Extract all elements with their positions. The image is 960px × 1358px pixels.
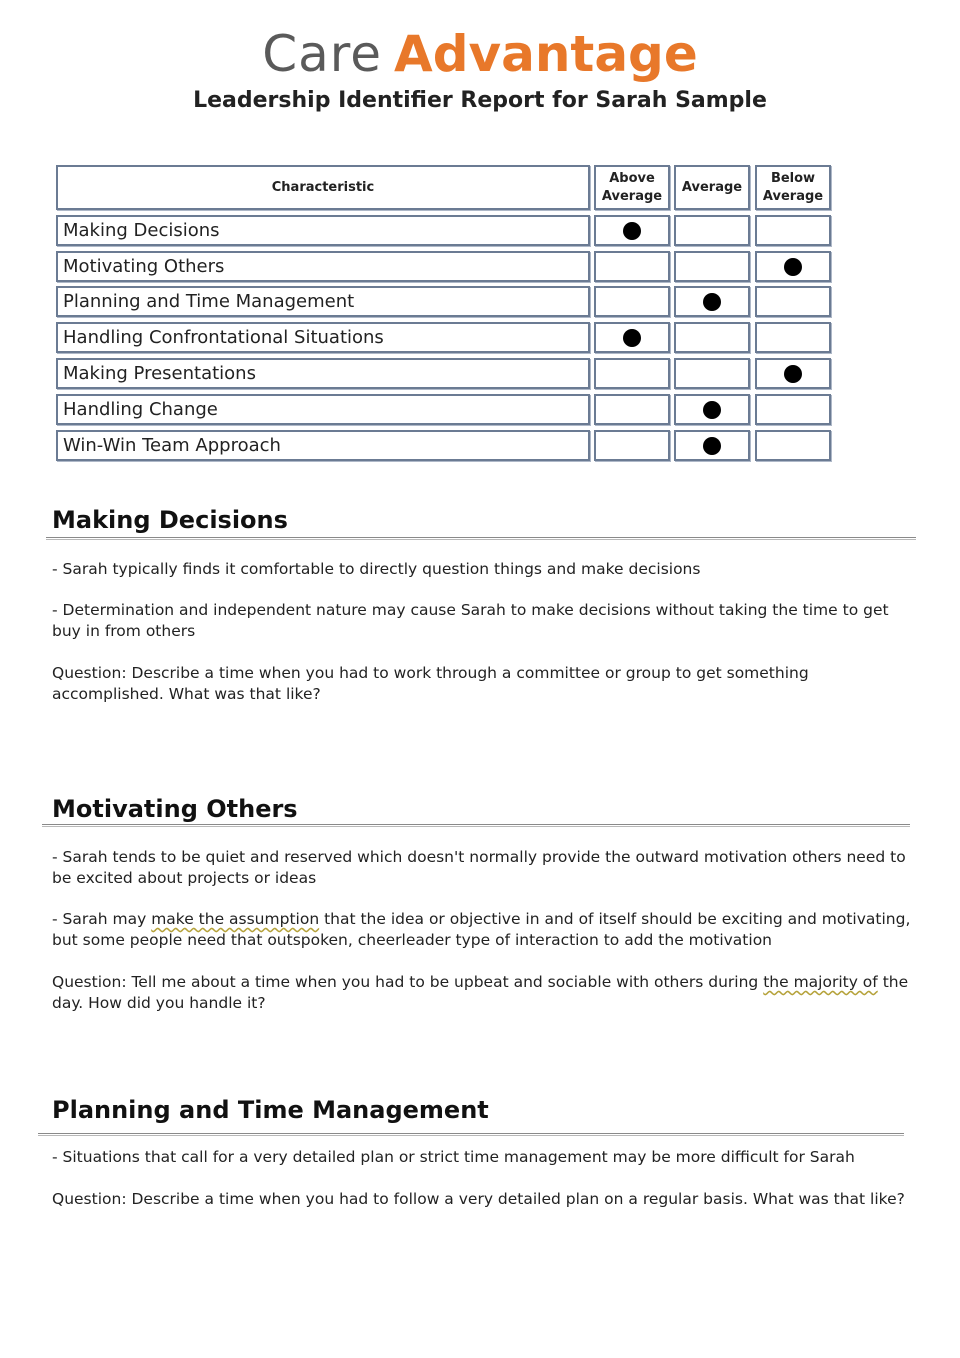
rating-cell xyxy=(755,215,831,246)
logo-care-text: Care xyxy=(262,25,382,83)
row-label-win-win-team: Win-Win Team Approach xyxy=(56,430,590,461)
rating-dot xyxy=(623,329,641,347)
rating-dot xyxy=(784,258,802,276)
making-decisions-point-2: - Determination and independent nature may cause Sarah to make decisions without taking the time to get buy in from others xyxy=(52,601,889,640)
row-label-making-presentations: Making Presentations xyxy=(56,358,590,389)
rating-cell xyxy=(594,215,670,246)
rating-cell xyxy=(755,251,831,282)
point-2-text-c: that the idea or objective in and of itself should be exciting and motivating, but some people need that outspoken, cheerleader type of interaction to add the motivation xyxy=(52,910,911,949)
row-label-motivating-others: Motivating Others xyxy=(56,251,590,282)
motivating-others-question xyxy=(52,972,912,1014)
rating-cell xyxy=(755,430,831,461)
section-heading-planning-time-management: Planning and Time Management xyxy=(52,1096,489,1124)
header-average: Average xyxy=(674,165,750,210)
rating-cell xyxy=(674,215,750,246)
spellcheck-underlined-text: the majority of xyxy=(763,973,878,991)
row-label-planning-time-management: Planning and Time Management xyxy=(56,286,590,317)
row-label-handling-change: Handling Change xyxy=(56,394,590,425)
rating-cell xyxy=(755,322,831,353)
section-divider xyxy=(46,537,916,540)
making-decisions-point-1: - Sarah typically finds it comfortable to directly question things and make decisions xyxy=(52,560,701,578)
report-title: Leadership Identifier Report for Sarah Sample xyxy=(193,88,767,113)
header-characteristic: Characteristic xyxy=(56,165,590,210)
care-advantage-logo xyxy=(0,24,960,84)
point-2-text-a: - Sarah may xyxy=(52,910,152,928)
rating-cell xyxy=(674,394,750,425)
rating-cell xyxy=(674,251,750,282)
rating-cell xyxy=(755,394,831,425)
rating-cell xyxy=(594,430,670,461)
making-decisions-question: Question: Describe a time when you had to work through a committee or group to get something accomplished. What was that like? xyxy=(52,664,809,703)
rating-cell xyxy=(594,394,670,425)
rating-dot xyxy=(703,437,721,455)
rating-dot xyxy=(623,222,641,240)
header-below-average xyxy=(755,165,831,210)
spellcheck-underlined-text: make the assumption xyxy=(151,910,320,928)
motivating-others-point-2 xyxy=(52,909,912,951)
rating-cell xyxy=(755,358,831,389)
logo-advantage-text: Advantage xyxy=(394,25,698,83)
header-below-line2: Average xyxy=(762,188,824,204)
row-label-making-decisions: Making Decisions xyxy=(56,215,590,246)
rating-dot xyxy=(703,401,721,419)
rating-cell xyxy=(594,251,670,282)
rating-cell xyxy=(674,322,750,353)
header-above-line1: Above xyxy=(609,170,655,186)
header-below-line1: Below xyxy=(770,170,816,186)
section-heading-making-decisions: Making Decisions xyxy=(52,506,288,534)
rating-dot xyxy=(703,293,721,311)
rating-cell xyxy=(674,430,750,461)
rating-cell xyxy=(674,286,750,317)
planning-question: Question: Describe a time when you had to follow a very detailed plan on a regular basis. What was that like? xyxy=(52,1190,905,1208)
section-heading-motivating-others: Motivating Others xyxy=(52,795,298,823)
rating-cell xyxy=(755,286,831,317)
question-text-c: the day. How did you handle it? xyxy=(52,973,909,1012)
header-above-line2: Average xyxy=(601,188,663,204)
rating-cell xyxy=(594,358,670,389)
section-divider xyxy=(38,1133,904,1136)
rating-dot xyxy=(784,365,802,383)
rating-cell xyxy=(674,358,750,389)
row-label-handling-confrontational: Handling Confrontational Situations xyxy=(56,322,590,353)
section-divider xyxy=(42,824,910,827)
rating-cell xyxy=(594,322,670,353)
motivating-others-point-1: - Sarah tends to be quiet and reserved which doesn't normally provide the outward motivation others need to be excited about projects or ideas xyxy=(52,848,906,887)
planning-point-1: - Situations that call for a very detailed plan or strict time management may be more difficult for Sarah xyxy=(52,1148,855,1166)
header-above-average xyxy=(594,165,670,210)
rating-cell xyxy=(594,286,670,317)
question-text-a: Question: Tell me about a time when you had to be upbeat and sociable with others during xyxy=(52,973,764,991)
